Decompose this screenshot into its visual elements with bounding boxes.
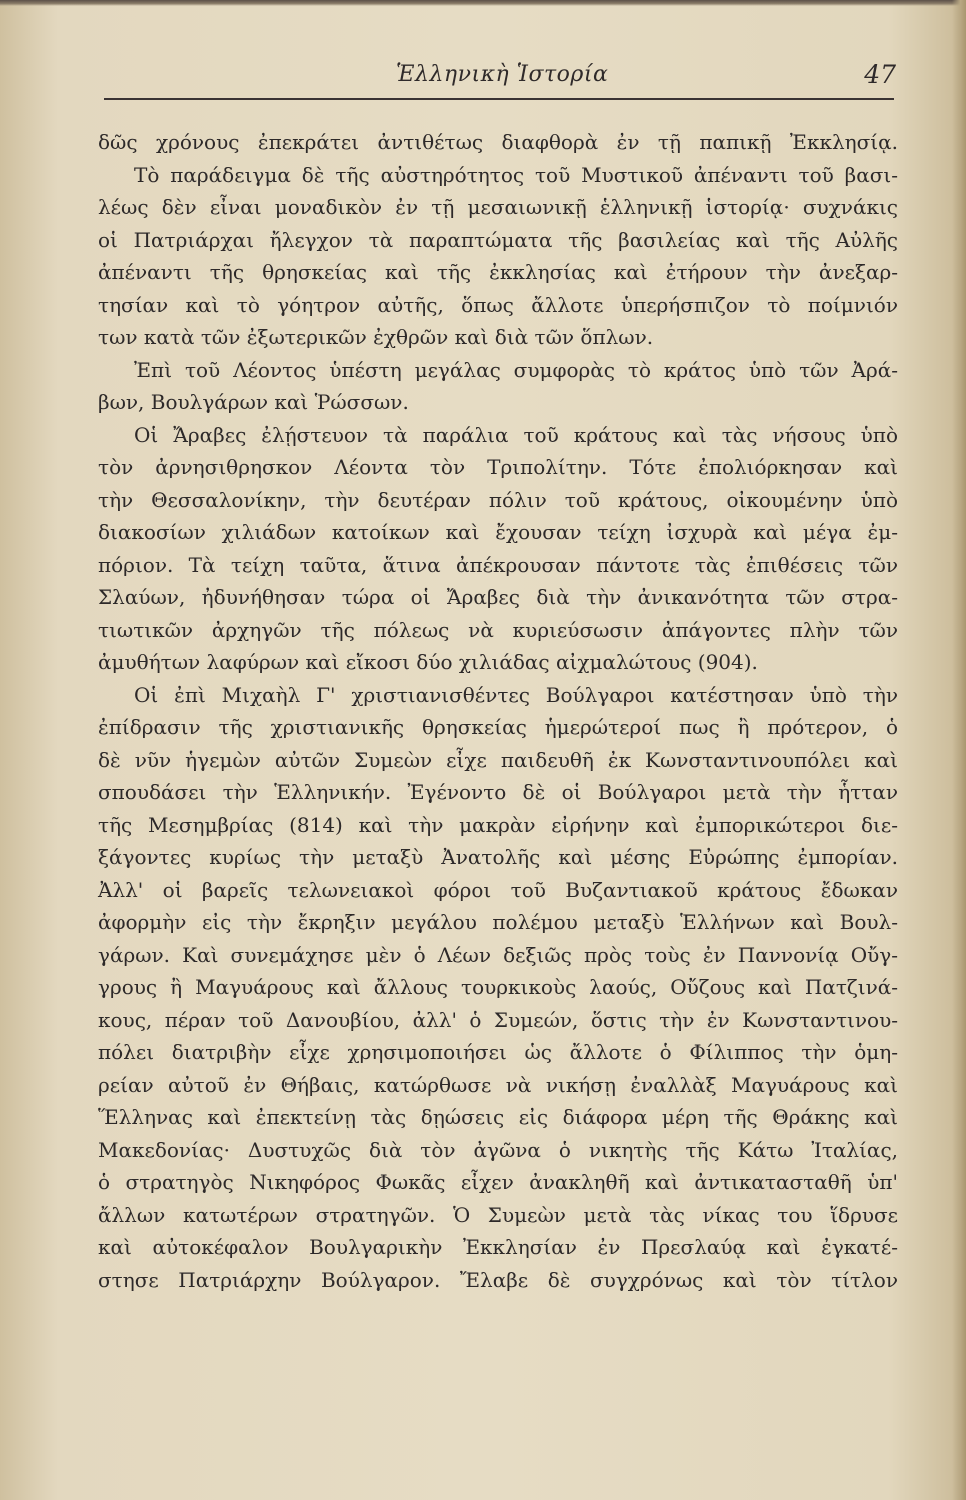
text-line: ἀμυθήτων λαφύρων καὶ εἴκοσι δύο χιλιάδας αἰχμαλώτους (904). [98, 650, 758, 674]
page-header [100, 60, 900, 100]
text-line: πόριον. Τὰ τείχη ταῦτα, ἅτινα ἀπέκρουσαν πάντοτε τὰς ἐπιθέσεις τῶν [98, 552, 898, 577]
text-line [98, 1296, 898, 1329]
text-line: Οἱ Ἄραβες ἐλῄστευον τὰ παράλια τοῦ κράτους καὶ τὰς νήσους ὑπὸ [134, 422, 898, 447]
text-line: δὲ νῦν ἡγεμὼν αὐτῶν Συμεὼν εἶχε παιδευθῆ ἐκ Κωνσταντινουπόλει καὶ [98, 747, 898, 772]
text-line: Σλαύων, ἠδυνήθησαν τώρα οἱ Ἄραβες διὰ τὴν ἀνικανότητα τῶν στρα- [98, 585, 898, 609]
text-line: Τὸ παράδειγμα δὲ τῆς αὐστηρότητος τοῦ Μυστικοῦ ἀπέναντι τοῦ βασι- [134, 162, 898, 187]
text-line: κους, πέραν τοῦ Δανουβίου, ἀλλ' ὁ Συμεών, ὅστις τὴν ἐν Κωνσταντινου- [98, 1007, 898, 1032]
text-line: τησίαν καὶ τὸ γόητρον αὐτῆς, ὅπως ἄλλοτε ὑπερήσπιζον τὸ ποίμνιόν [98, 292, 898, 317]
text-line: ἀφορμὴν εἰς τὴν ἔκρηξιν μεγάλου πολέμου μεταξὺ Ἑλλήνων καὶ Βουλ- [98, 910, 898, 934]
text-line: σπουδάσει τὴν Ἑλληνικήν. Ἐγένοντο δὲ οἱ Βούλγαροι μετὰ τὴν ἧτταν [98, 780, 898, 804]
page-number: 47 [864, 60, 896, 89]
text-line: δῶς χρόνους ἐπεκράτει ἀντιθέτως διαφθορὰ ἐν τῇ παπικῇ Ἐκκλησίᾳ. [98, 130, 898, 154]
text-line: Ἐπὶ τοῦ Λέοντος ὑπέστη μεγάλας συμφορὰς τὸ κράτος ὑπὸ τῶν Ἀρά- [134, 357, 898, 382]
text-line: καὶ αὐτοκέφαλον Βουλγαρικὴν Ἐκκλησίαν ἐν Πρεσλαύᾳ καὶ ἐγκατέ- [98, 1235, 898, 1259]
page-top-edge [0, 0, 966, 6]
text-line: ἀπέναντι τῆς θρησκείας καὶ τῆς ἐκκλησίας καὶ ἐτήρουν τὴν ἀνεξαρ- [98, 260, 898, 284]
text-line: ρείαν αὐτοῦ ἐν Θήβαις, κατώρθωσε νὰ νικήσῃ ἐναλλὰξ Μαγυάρους καὶ [98, 1072, 898, 1097]
text-line: ξάγοντες κυρίως τὴν μεταξὺ Ἀνατολῆς καὶ μέσης Εὐρώπης ἐμπορίαν. [98, 845, 898, 869]
header-rule [104, 98, 894, 100]
text-line: πόλει διατριβὴν εἶχε χρησιμοποιήσει ὡς ἄλλοτε ὁ Φίλιππος τὴν ὁμη- [98, 1040, 898, 1064]
text-line: Μακεδονίας· Δυστυχῶς διὰ τὸν ἀγῶνα ὁ νικητὴς τῆς Κάτω Ἰταλίας, [98, 1137, 898, 1162]
text-line: τιωτικῶν ἀρχηγῶν τῆς πόλεως νὰ κυριεύσωσιν ἀπάγοντες πλὴν τῶν [98, 617, 898, 642]
running-title: Ἑλληνικὴ Ἱστορία [396, 62, 609, 87]
text-line: τὸν ἀρνησιθρησκον Λέοντα τὸν Τριπολίτην. Τότε ἐπολιόρκησαν καὶ [98, 455, 898, 479]
text-line: διακοσίων χιλιάδων κατοίκων καὶ ἔχουσαν τείχη ἰσχυρὰ καὶ μέγα ἐμ- [98, 520, 898, 544]
text-line: γάρων. Καὶ συνεμάχησε μὲν ὁ Λέων δεξιῶς πρὸς τοὺς ἐν Παννονίᾳ Οὔγ- [98, 942, 898, 967]
page-right-edge [952, 0, 966, 1500]
text-line: λέως δὲν εἶναι μοναδικὸν ἐν τῇ μεσαιωνικῇ ἑλληνικῇ ἱστορίᾳ· συχνάκις [98, 195, 898, 219]
text-line: Ἕλληνας καὶ ἐπεκτείνῃ τὰς δῃώσεις εἰς διάφορα μέρη τῆς Θράκης καὶ [98, 1105, 898, 1129]
text-line: οἱ Πατριάρχαι ἤλεγχον τὰ παραπτώματα τῆς βασιλείας καὶ τῆς Αὐλῆς [98, 227, 898, 252]
text-line: γρους ἢ Μαγυάρους καὶ ἄλλους τουρκικοὺς λαούς, Οὔζους καὶ Πατζινά- [98, 975, 898, 999]
text-line: ἐπίδρασιν τῆς χριστιανικῆς θρησκείας ἡμερώτεροί πως ἢ πρότερον, ὁ [98, 715, 898, 739]
text-line: ὁ στρατηγὸς Νικηφόρος Φωκᾶς εἶχεν ἀνακληθῆ καὶ ἀντικατασταθῆ ὑπ' [98, 1170, 898, 1194]
text-line: τῆς Μεσημβρίας (814) καὶ τὴν μακρὰν εἰρήνην καὶ ἐμπορικώτεροι διε- [98, 812, 898, 837]
text-line: των κατὰ τῶν ἐξωτερικῶν ἐχθρῶν καὶ διὰ τῶν ὅπλων. [98, 325, 654, 349]
text-line: Οἱ ἐπὶ Μιχαὴλ Γ' χριστιανισθέντες Βούλγαροι κατέστησαν ὑπὸ τὴν [134, 682, 898, 707]
text-line: τὴν Θεσσαλονίκην, τὴν δευτέραν πόλιν τοῦ κράτους, οἰκουμένην ὑπὸ [98, 487, 898, 512]
text-line: ἄλλων κατωτέρων στρατηγῶν. Ὁ Συμεὼν μετὰ τὰς νίκας του ἵδρυσε [98, 1202, 898, 1227]
text-line: στησε Πατριάρχην Βούλγαρον. Ἔλαβε δὲ συγχρόνως καὶ τὸν τίτλον [98, 1267, 898, 1292]
body-text [98, 126, 898, 1329]
text-line: Ἀλλ' οἱ βαρεῖς τελωνειακοὶ φόροι τοῦ Βυζαντιακοῦ κράτους ἔδωκαν [98, 877, 898, 902]
text-line: βων, Βουλγάρων καὶ Ῥώσσων. [98, 390, 409, 414]
